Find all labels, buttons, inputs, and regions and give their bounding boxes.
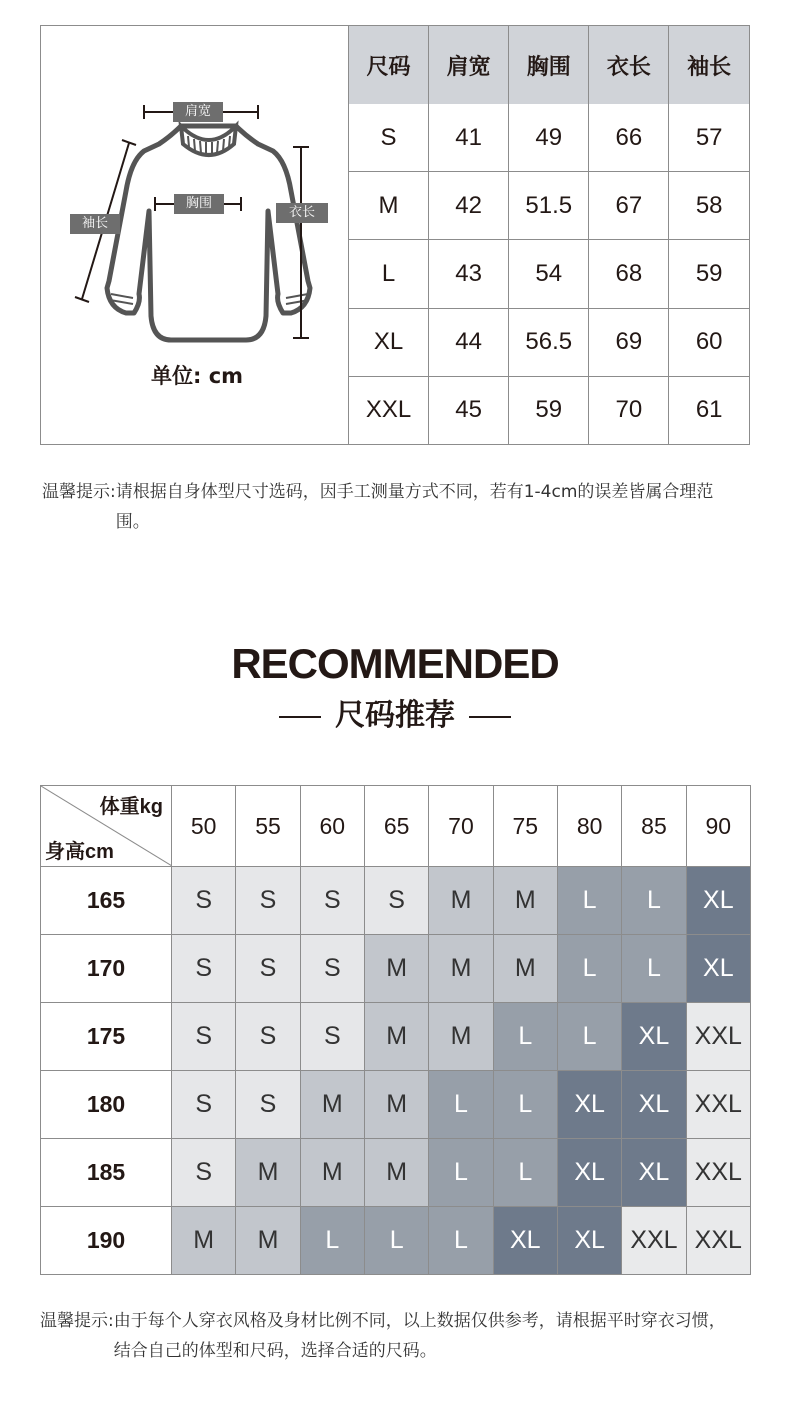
size-recommendation-cell: L <box>364 1207 428 1275</box>
size-recommendation-cell: L <box>493 1071 557 1139</box>
table-row <box>41 1207 751 1275</box>
height-cell: 180 <box>41 1071 172 1139</box>
chest-cell: 56.5 <box>509 308 589 376</box>
divider-right <box>469 716 511 718</box>
size-recommendation-cell: XXL <box>686 1071 750 1139</box>
size-recommendation-cell: XXL <box>622 1207 686 1275</box>
shoulder-cell: 44 <box>429 308 509 376</box>
weight-header-cell: 80 <box>557 786 621 867</box>
table-row <box>41 1003 751 1071</box>
size-table-header-row <box>349 26 750 104</box>
tip-label: 温馨提示: <box>40 1311 114 1331</box>
length-cell: 69 <box>589 308 669 376</box>
size-recommendation-cell: XL <box>557 1139 621 1207</box>
weight-header-cell: 70 <box>429 786 493 867</box>
size-recommendation-cell: XL <box>686 867 750 935</box>
recommendation-table <box>40 785 751 1275</box>
size-cell: M <box>349 172 429 240</box>
weight-header-cell: 85 <box>622 786 686 867</box>
size-recommendation-cell: M <box>364 935 428 1003</box>
chest-cell: 49 <box>509 104 589 172</box>
size-recommendation-cell: S <box>300 1003 364 1071</box>
size-cell: XL <box>349 308 429 376</box>
size-recommendation-cell: S <box>172 1003 236 1071</box>
size-recommendation-cell: L <box>493 1003 557 1071</box>
length-label: 衣长 <box>288 205 315 220</box>
table-row <box>41 1139 751 1207</box>
length-cell: 66 <box>589 104 669 172</box>
sleeve-cell: 61 <box>669 376 749 444</box>
table-row <box>41 1071 751 1139</box>
size-recommendation-cell: S <box>172 1139 236 1207</box>
size-recommendation-cell: L <box>300 1207 364 1275</box>
chest-cell: 51.5 <box>509 172 589 240</box>
size-recommendation-cell: XL <box>493 1207 557 1275</box>
height-cell: 175 <box>41 1003 172 1071</box>
size-recommendation-cell: M <box>429 1003 493 1071</box>
size-recommendation-cell: S <box>236 1071 300 1139</box>
size-recommendation-cell: XXL <box>686 1003 750 1071</box>
shoulder-cell: 42 <box>429 172 509 240</box>
divider-left <box>279 716 321 718</box>
recommendation-body <box>41 867 751 1275</box>
shoulder-cell: 41 <box>429 104 509 172</box>
size-cell: XXL <box>349 376 429 444</box>
size-recommendation-cell: XL <box>622 1139 686 1207</box>
weight-header-row <box>41 786 751 867</box>
tip-label: 温馨提示: <box>42 482 116 502</box>
size-recommendation-cell: M <box>236 1207 300 1275</box>
shoulder-cell: 45 <box>429 376 509 444</box>
size-recommendation-cell: XL <box>622 1003 686 1071</box>
recommended-title: RECOMMENDED <box>231 640 559 687</box>
size-recommendation-cell: M <box>364 1003 428 1071</box>
table-row <box>41 867 751 935</box>
size-recommendation-cell: L <box>557 935 621 1003</box>
header-chest: 胸围 <box>509 26 589 104</box>
size-recommendation-cell: L <box>429 1071 493 1139</box>
sleeve-cell: 59 <box>669 240 749 308</box>
size-cell: S <box>349 104 429 172</box>
size-recommendation-cell: S <box>172 1071 236 1139</box>
table-row <box>349 376 750 444</box>
tip-text: 由于每个人穿衣风格及身材比例不同，以上数据仅供参考，请根据平时穿衣习惯，结合自己的体型和尺码，选择合适的尺码。 <box>113 1311 726 1361</box>
size-recommendation-cell: M <box>300 1071 364 1139</box>
header-shoulder: 肩宽 <box>429 26 509 104</box>
sweater-illustration <box>41 26 348 356</box>
length-cell: 67 <box>589 172 669 240</box>
recommended-subtitle: 尺码推荐 <box>335 698 455 733</box>
recommended-subtitle-row <box>0 690 790 734</box>
size-cell: L <box>349 240 429 308</box>
size-recommendation-cell: M <box>172 1207 236 1275</box>
recommend-tip <box>40 1306 760 1366</box>
chest-cell: 59 <box>509 376 589 444</box>
shoulder-label: 肩宽 <box>184 104 211 119</box>
size-recommendation-cell: S <box>236 1003 300 1071</box>
size-recommendation-cell: XL <box>622 1071 686 1139</box>
header-length: 衣长 <box>589 26 669 104</box>
size-recommendation-cell: XL <box>686 935 750 1003</box>
table-row <box>349 308 750 376</box>
size-recommendation-cell: XXL <box>686 1207 750 1275</box>
corner-cell <box>41 786 172 867</box>
size-recommendation-cell: XXL <box>686 1139 750 1207</box>
size-recommendation-cell: L <box>622 867 686 935</box>
weight-header-cell: 55 <box>236 786 300 867</box>
size-recommendation-cell: L <box>557 867 621 935</box>
corner-weight-label: 体重kg <box>99 796 163 818</box>
sleeve-cell: 60 <box>669 308 749 376</box>
header-sleeve: 袖长 <box>669 26 749 104</box>
sleeve-cell: 57 <box>669 104 749 172</box>
chest-cell: 54 <box>509 240 589 308</box>
chest-label: 胸围 <box>185 196 212 211</box>
size-recommendation-cell: L <box>493 1139 557 1207</box>
size-recommendation-cell: M <box>429 935 493 1003</box>
weight-header-cell: 65 <box>364 786 428 867</box>
weight-header-cell: 50 <box>172 786 236 867</box>
tip-text: 请根据自身体型尺寸选码，因手工测量方式不同，若有1-4cm的误差皆属合理范围。 <box>115 482 714 532</box>
table-row <box>41 935 751 1003</box>
corner-height-label: 身高cm <box>45 841 114 863</box>
sleeve-label: 袖长 <box>81 216 108 231</box>
size-recommendation-cell: L <box>429 1207 493 1275</box>
size-recommendation-cell: M <box>493 935 557 1003</box>
shoulder-cell: 43 <box>429 240 509 308</box>
height-cell: 185 <box>41 1139 172 1207</box>
unit-label: 单位: cm <box>151 364 244 388</box>
size-recommendation-cell: XL <box>557 1071 621 1139</box>
sleeve-cell: 58 <box>669 172 749 240</box>
size-table <box>348 26 749 444</box>
size-recommendation-cell: S <box>172 867 236 935</box>
table-row <box>349 240 750 308</box>
weight-header-cell: 90 <box>686 786 750 867</box>
garment-measurement-diagram <box>41 26 348 444</box>
size-recommendation-cell: S <box>300 867 364 935</box>
length-cell: 70 <box>589 376 669 444</box>
size-recommendation-cell: M <box>236 1139 300 1207</box>
table-row <box>349 172 750 240</box>
size-recommendation-cell: S <box>236 867 300 935</box>
table-row <box>349 104 750 172</box>
size-recommendation-cell: M <box>493 867 557 935</box>
length-cell: 68 <box>589 240 669 308</box>
size-recommendation-cell: XL <box>557 1207 621 1275</box>
height-cell: 190 <box>41 1207 172 1275</box>
size-recommendation-cell: L <box>622 935 686 1003</box>
size-tip <box>42 477 762 537</box>
header-size: 尺码 <box>349 26 429 104</box>
size-recommendation-cell: S <box>300 935 364 1003</box>
size-recommendation-cell: S <box>364 867 428 935</box>
size-recommendation-cell: S <box>172 935 236 1003</box>
size-recommendation-cell: M <box>429 867 493 935</box>
size-recommendation-cell: M <box>364 1139 428 1207</box>
height-cell: 170 <box>41 935 172 1003</box>
size-recommendation-cell: L <box>429 1139 493 1207</box>
size-recommendation-cell: M <box>364 1071 428 1139</box>
height-cell: 165 <box>41 867 172 935</box>
weight-header-cell: 75 <box>493 786 557 867</box>
size-recommendation-cell: S <box>236 935 300 1003</box>
size-chart-box <box>40 25 750 445</box>
weight-header-cell: 60 <box>300 786 364 867</box>
size-recommendation-cell: L <box>557 1003 621 1071</box>
size-recommendation-cell: M <box>300 1139 364 1207</box>
